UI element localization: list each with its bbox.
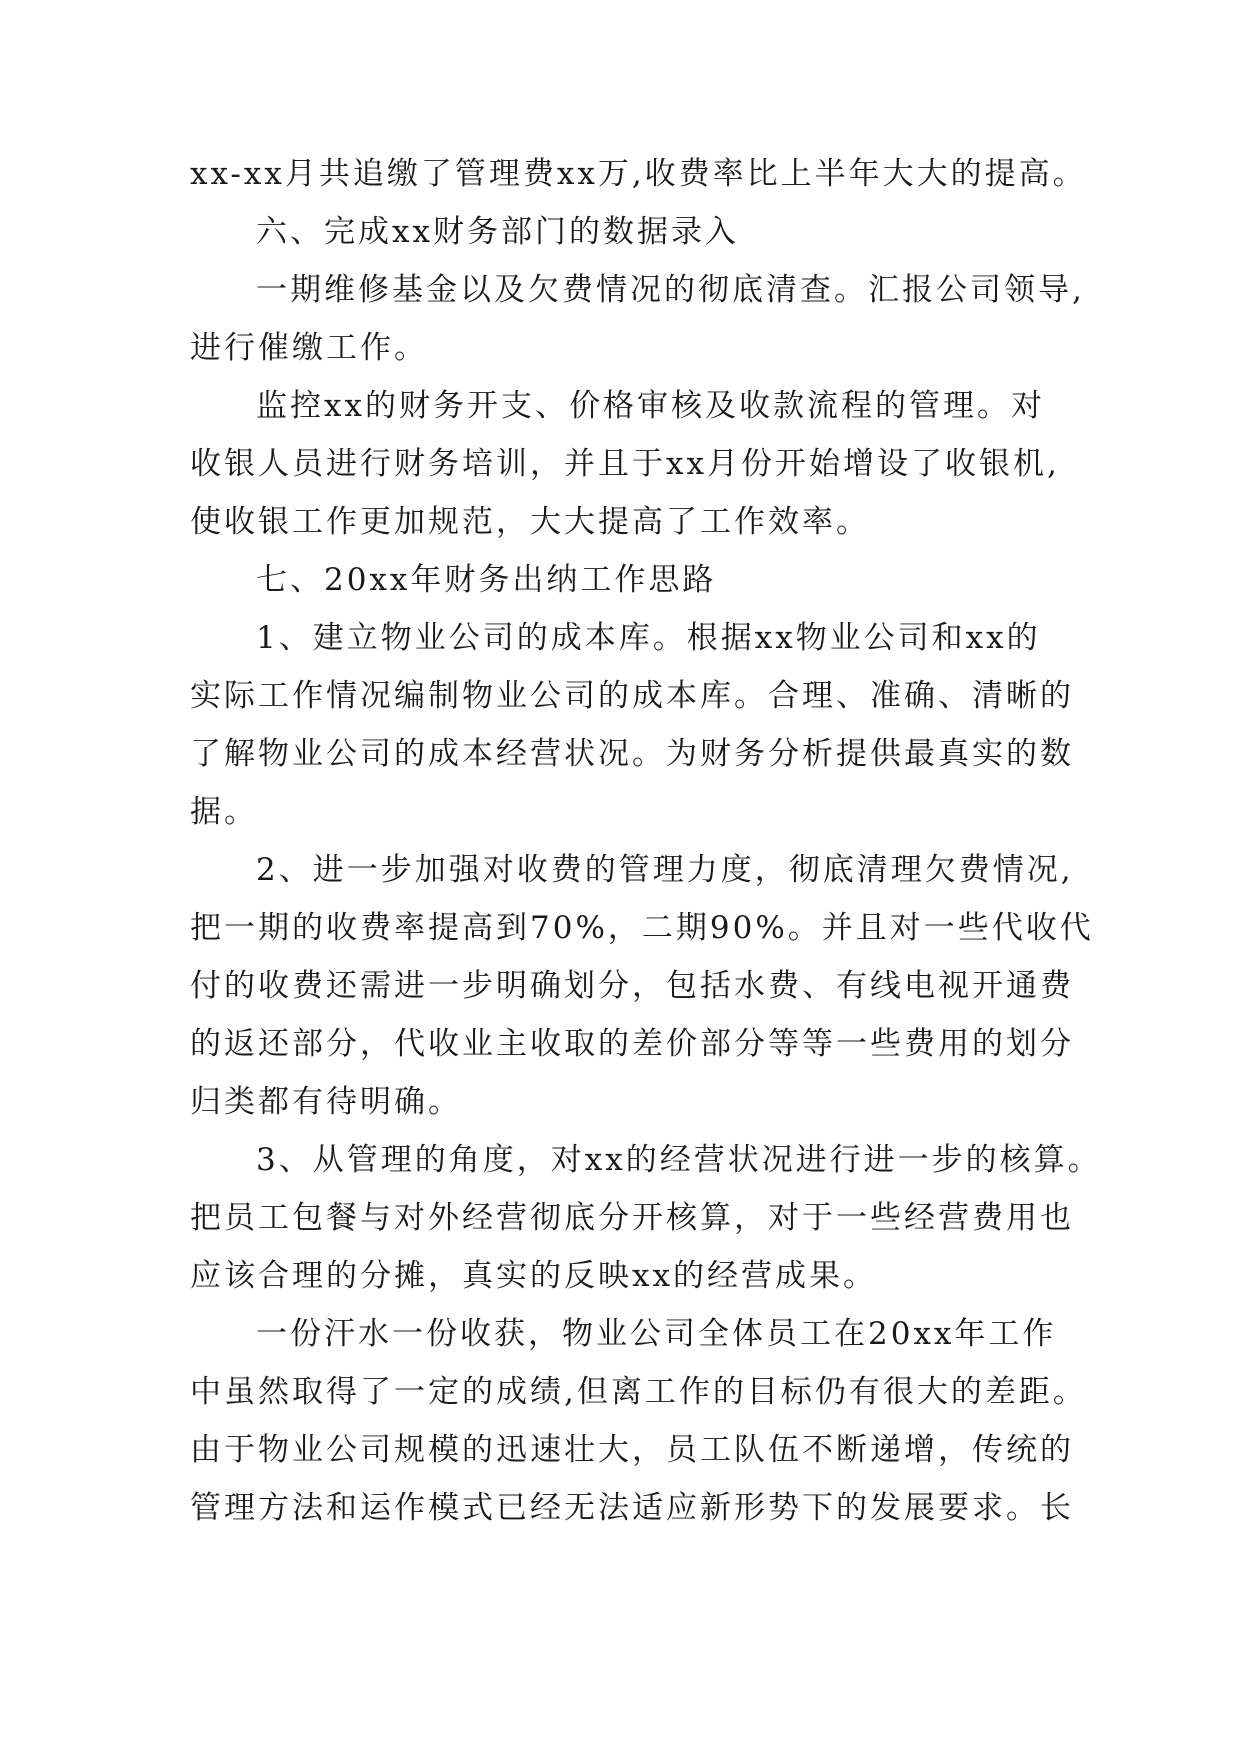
text-line: 管理方法和运作模式已经无法适应新形势下的发展要求。长 [190,1490,1074,1526]
document-body [190,145,1102,1537]
text-line: 收银人员进行财务培训，并且于xx月份开始增设了收银机, [190,446,1060,482]
text-line: 把一期的收费率提高到70%，二期90%。并且对一些代收代 [190,910,1094,946]
section-heading: 七、20xx年财务出纳工作思路 [256,562,717,598]
section-heading: 六、完成xx财务部门的数据录入 [256,214,739,250]
text-line: 中虽然取得了一定的成绩,但离工作的目标仍有很大的差距。 [190,1374,1087,1410]
text-line: 使收银工作更加规范，大大提高了工作效率。 [190,504,870,540]
text-line: 由于物业公司规模的迅速壮大，员工队伍不断递增，传统的 [190,1432,1074,1468]
text-line: xx-xx月共追缴了管理费xx万,收费率比上半年大大的提高。 [190,156,1087,192]
text-line: 应该合理的分摊，真实的反映xx的经营成果。 [190,1258,877,1294]
text-line: 3、从管理的角度，对xx的经营状况进行进一步的核算。 [256,1142,1102,1178]
text-line: 一期维修基金以及欠费情况的彻底清查。汇报公司领导, [256,272,1085,308]
text-line: 2、进一步加强对收费的管理力度，彻底清理欠费情况, [256,852,1074,888]
text-line: 的返还部分，代收业主收取的差价部分等等一些费用的划分 [190,1026,1074,1062]
text-line: 1、建立物业公司的成本库。根据xx物业公司和xx的 [256,620,1041,656]
text-line: 归类都有待明确。 [190,1084,462,1120]
text-line: 付的收费还需进一步明确划分，包括水费、有线电视开通费 [190,968,1074,1004]
text-line: 了解物业公司的成本经营状况。为财务分析提供最真实的数 [190,736,1074,772]
text-line: 实际工作情况编制物业公司的成本库。合理、准确、清晰的 [190,678,1074,714]
text-line: 进行催缴工作。 [190,330,428,366]
text-line: 监控xx的财务开支、价格审核及收款流程的管理。对 [256,388,1045,424]
text-line: 一份汗水一份收获，物业公司全体员工在20xx年工作 [256,1316,1057,1352]
text-line: 据。 [190,794,258,830]
text-line: 把员工包餐与对外经营彻底分开核算，对于一些经营费用也 [190,1200,1074,1236]
